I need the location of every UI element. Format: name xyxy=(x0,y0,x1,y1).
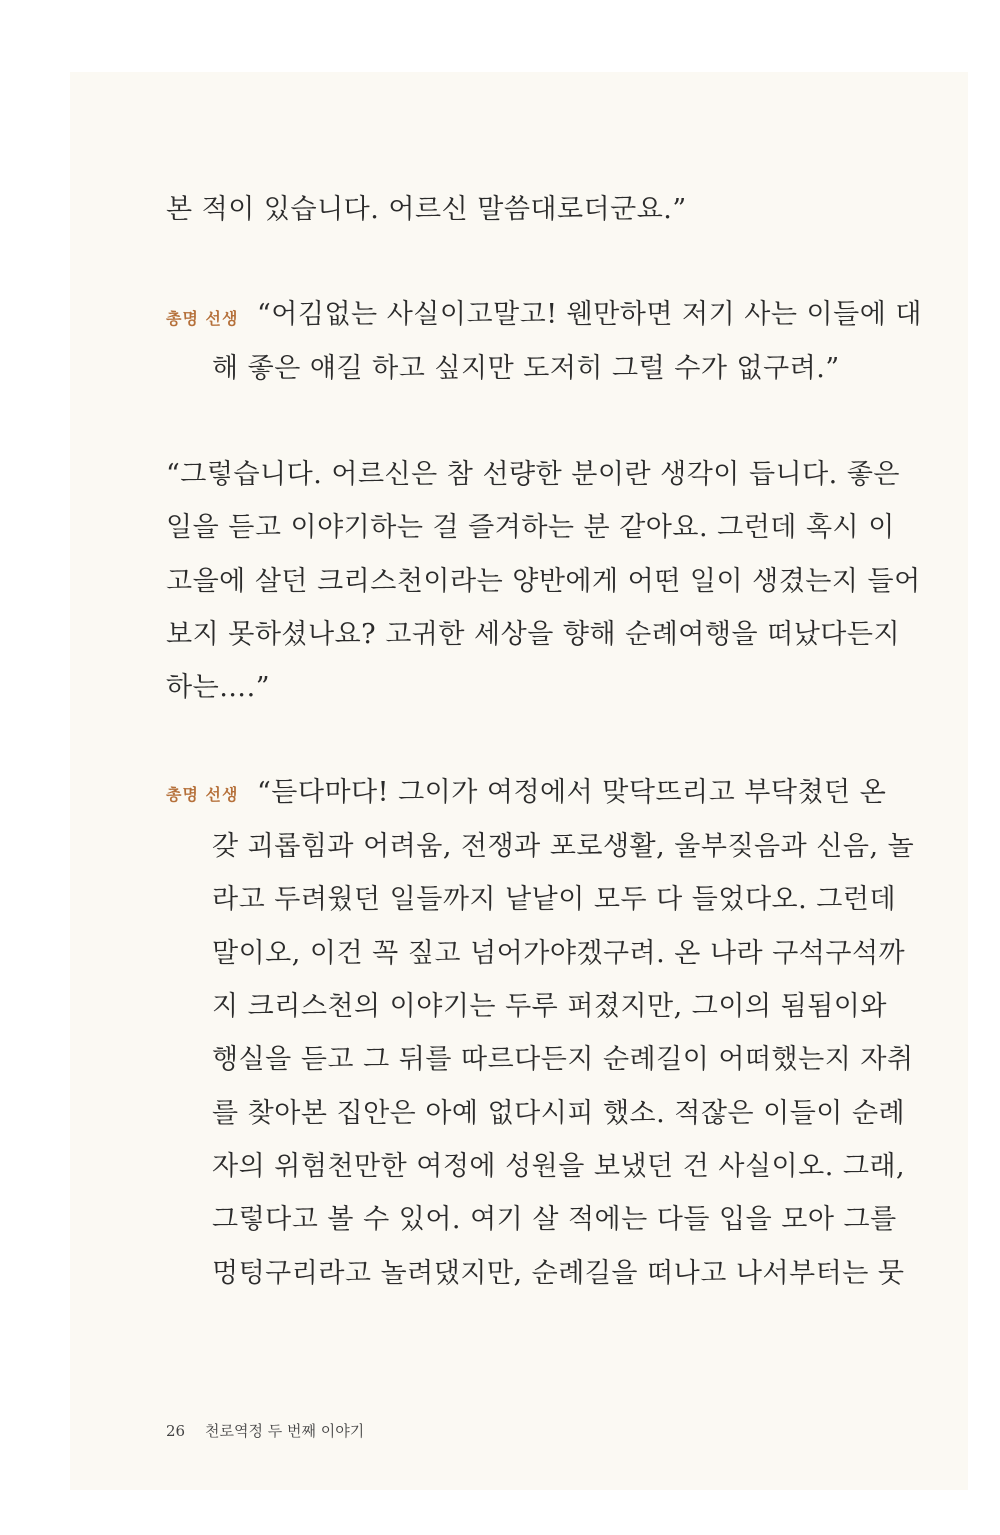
text-line: 고을에 살던 크리스천이라는 양반에게 어떤 일이 생겼는지 들어 xyxy=(166,566,921,597)
speaker-label: 총명 선생 xyxy=(166,785,239,804)
text-line: 갖 괴롭힘과 어려움, 전쟁과 포로생활, 울부짖음과 신음, 놀 xyxy=(212,831,915,862)
text-line: 보지 못하셨나요? 고귀한 세상을 향해 순례여행을 떠났다든지 xyxy=(166,619,901,650)
text-line: 지 크리스천의 이야기는 두루 퍼졌지만, 그이의 됨됨이와 xyxy=(212,991,887,1022)
text-line: 를 찾아본 집안은 아예 없다시피 했소. 적잖은 이들이 순례 xyxy=(212,1098,906,1129)
text-line: 말이오, 이건 꼭 짚고 넘어가야겠구려. 온 나라 구석구석까 xyxy=(212,938,906,969)
text-line: 본 적이 있습니다. 어르신 말씀대로더군요.” xyxy=(166,194,687,225)
text-line: 해 좋은 얘길 하고 싶지만 도저히 그럴 수가 없구려.” xyxy=(212,353,840,384)
text-line: “그렇습니다. 어르신은 참 선량한 분이란 생각이 듭니다. 좋은 xyxy=(166,459,901,490)
text-line: 멍텅구리라고 놀려댔지만, 순례길을 떠나고 나서부터는 뭇 xyxy=(212,1258,905,1289)
text-line: 하는….” xyxy=(166,672,271,703)
text-line: “어김없는 사실이고말고! 웬만하면 저기 사는 이들에 대 xyxy=(257,299,922,330)
text-line: 자의 위험천만한 여정에 성원을 보냈던 건 사실이오. 그래, xyxy=(212,1151,906,1182)
running-title: 천로역정 두 번째 이야기 xyxy=(205,1422,365,1440)
text-line: 라고 두려웠던 일들까지 낱낱이 모두 다 들었다오. 그런데 xyxy=(212,884,897,915)
text-line: 일을 듣고 이야기하는 걸 즐겨하는 분 같아요. 그런데 혹시 이 xyxy=(166,512,895,543)
page-number: 26 xyxy=(166,1422,186,1440)
text-line: 그렇다고 볼 수 있어. 여기 살 적에는 다들 입을 모아 그를 xyxy=(212,1204,897,1235)
speaker-label: 총명 선생 xyxy=(166,309,239,328)
text-line: “듣다마다! 그이가 여정에서 맞닥뜨리고 부닥쳤던 온 xyxy=(257,777,887,808)
text-line: 행실을 듣고 그 뒤를 따르다든지 순례길이 어떠했는지 자취 xyxy=(212,1044,914,1075)
